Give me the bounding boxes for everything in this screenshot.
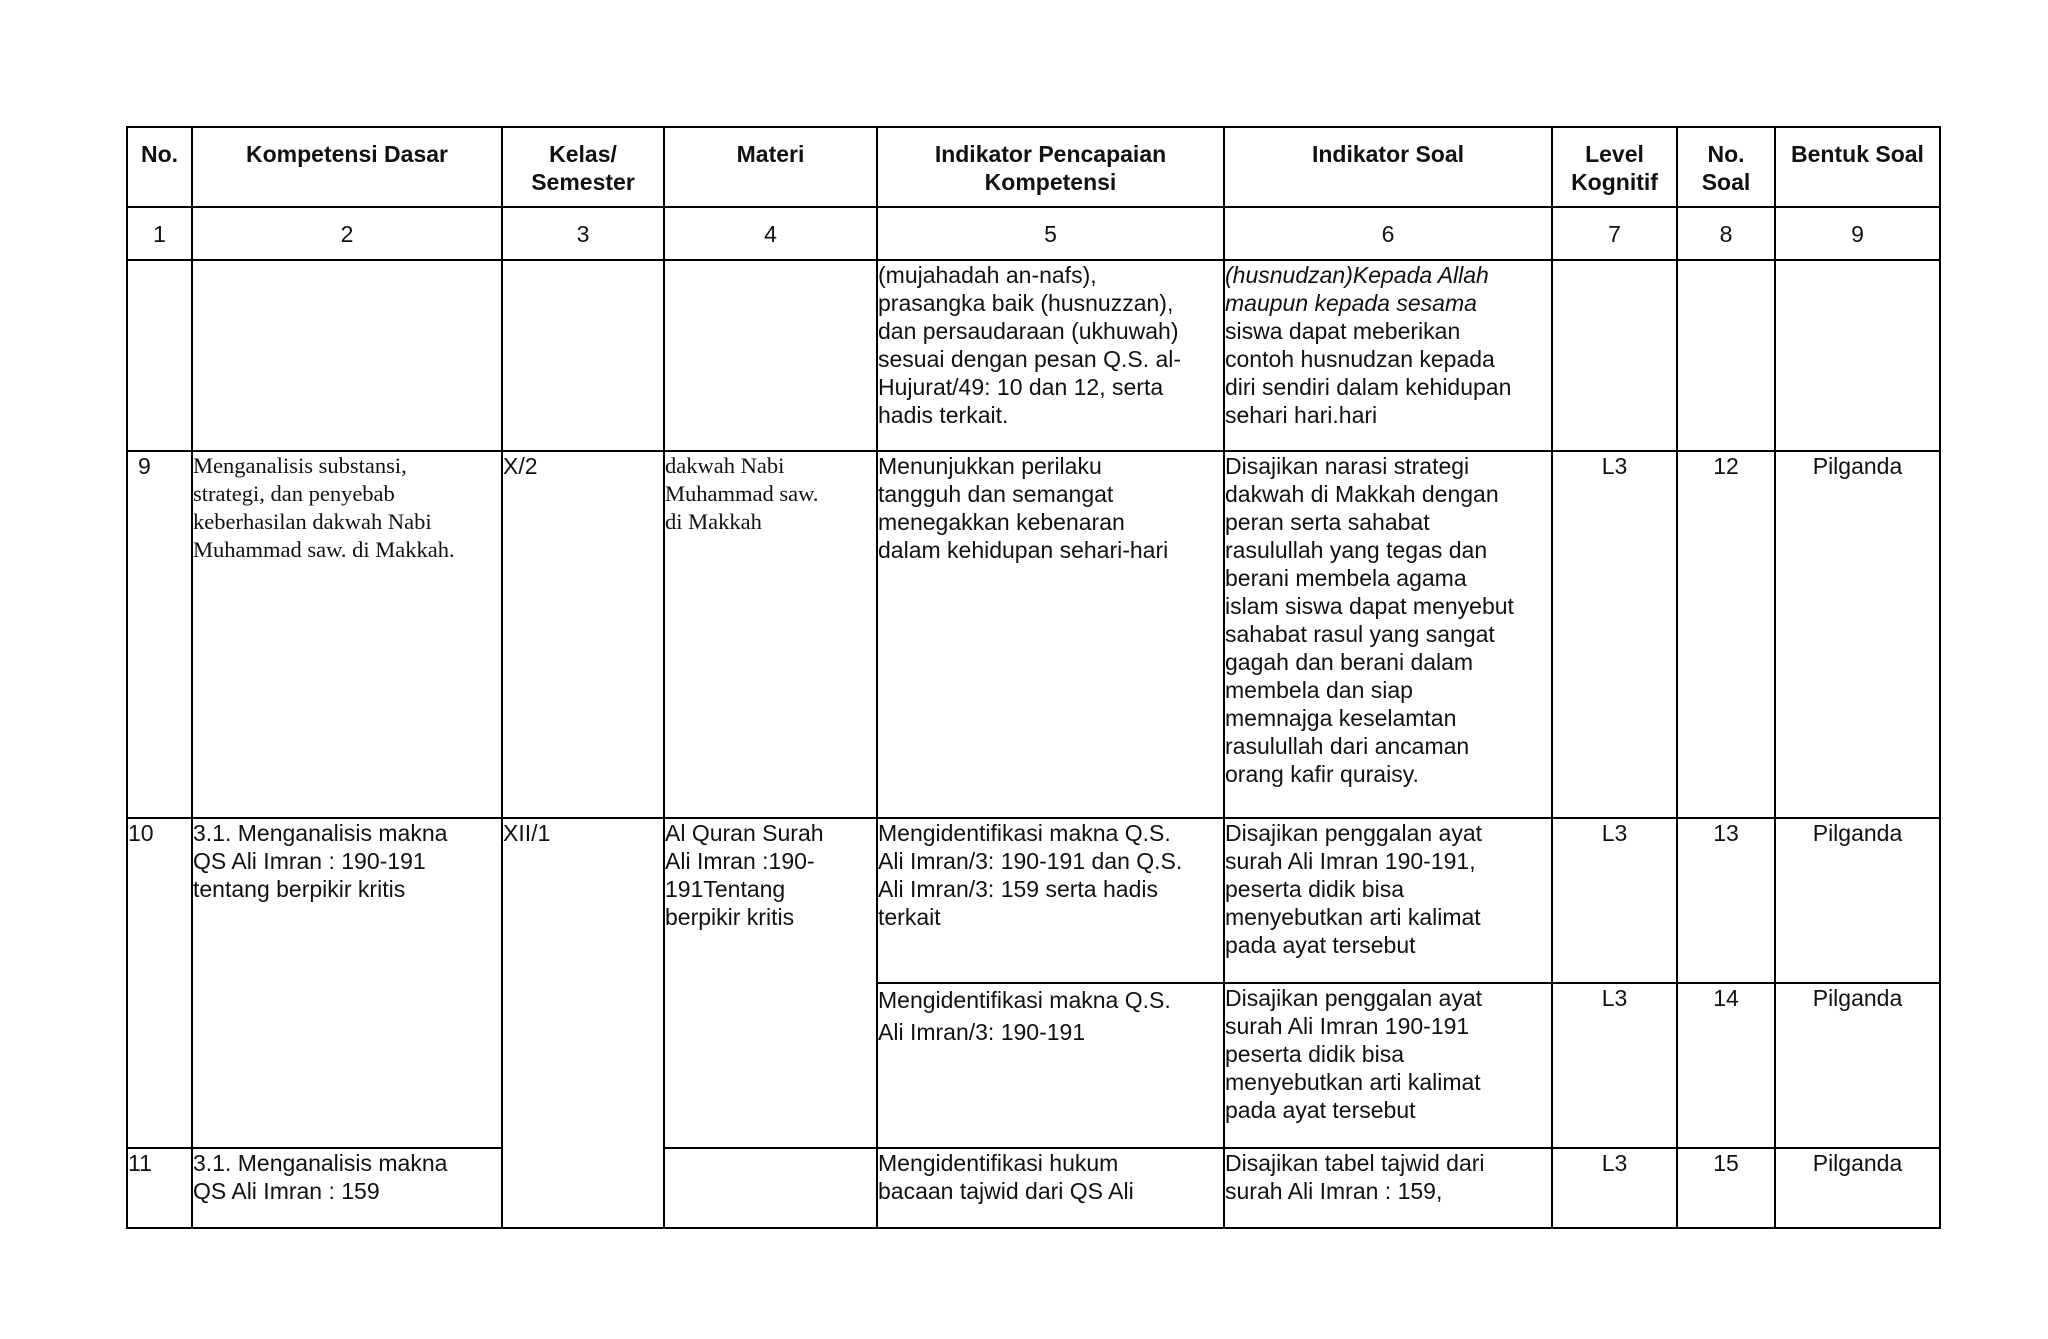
level-kognitif-cell: L3: [1552, 1148, 1677, 1228]
text-line: Kompetensi Dasar: [246, 141, 448, 167]
text-line: Menganalisis substansi,: [193, 453, 407, 478]
header-materi: [664, 127, 877, 207]
text-line: memnajga keselamtan: [1225, 705, 1457, 731]
text-line: Disajikan penggalan ayat: [1225, 985, 1483, 1011]
text-line: dan persaudaraan (ukhuwah): [878, 318, 1179, 344]
indikator-soal-cell: [1224, 260, 1552, 451]
text-line: Semester: [531, 169, 635, 195]
text-line: gagah dan berani dalam: [1225, 649, 1474, 675]
text-line: Hujurat/49: 10 dan 12, serta: [878, 374, 1164, 400]
header-no-soal: [1677, 127, 1775, 207]
text-line: Level: [1585, 141, 1644, 167]
header-no: [127, 127, 192, 207]
no-soal-cell: 12: [1677, 451, 1775, 818]
text-line: siswa dapat meberikan: [1225, 318, 1461, 344]
text-line: Muhammad saw.: [665, 481, 819, 506]
table-row-continued: [127, 260, 1940, 451]
header-kompetensi-dasar: [192, 127, 502, 207]
text-line: Indikator Pencapaian: [934, 141, 1167, 167]
no-soal-cell: 13: [1677, 818, 1775, 983]
text-line: No.: [140, 141, 179, 167]
text-line: 191Tentang: [665, 876, 786, 902]
column-number: 6: [1224, 207, 1552, 260]
kompetensi-dasar-cell: [192, 818, 502, 1148]
text-line: surah Ali Imran 190-191: [1225, 1013, 1470, 1039]
empty-cell: [1677, 260, 1775, 451]
text-line: Mengidentifikasi makna Q.S.: [878, 987, 1171, 1013]
indikator-soal-italic-text: [1225, 261, 1551, 317]
text-line: peserta didik bisa: [1225, 876, 1404, 902]
text-line: bacaan tajwid dari QS Ali: [878, 1178, 1134, 1204]
materi-cell: [664, 451, 877, 818]
text-line: Disajikan penggalan ayat: [1225, 820, 1483, 846]
bentuk-soal-cell: Pilganda: [1775, 1148, 1940, 1228]
indikator-soal-cell: [1224, 818, 1552, 983]
text-line: Indikator Soal: [1311, 141, 1465, 167]
column-number: 1: [127, 207, 192, 260]
text-line: sahabat rasul yang sangat: [1225, 621, 1495, 647]
text-line: Ali Imran :190-: [665, 848, 815, 874]
text-line: 3.1. Menganalisis makna: [193, 1150, 448, 1176]
text-line: Mengidentifikasi hukum: [878, 1150, 1119, 1176]
column-number: 7: [1552, 207, 1677, 260]
empty-cell: [664, 260, 877, 451]
text-line: sesuai dengan pesan Q.S. al-: [878, 346, 1182, 372]
header-row: [127, 127, 1940, 207]
materi-cell: [664, 818, 877, 1148]
text-line: keberhasilan dakwah Nabi: [193, 509, 432, 534]
empty-cell: [192, 260, 502, 451]
kompetensi-dasar-cell: [192, 1148, 502, 1228]
text-line: rasulullah yang tegas dan: [1225, 537, 1488, 563]
text-line: sehari hari.hari: [1225, 402, 1378, 428]
text-line: Disajikan tabel tajwid dari: [1225, 1150, 1485, 1176]
table-row-10: [127, 818, 1940, 983]
row-number: 10: [127, 818, 192, 1148]
text-line: tangguh dan semangat: [878, 481, 1114, 507]
column-number: 4: [664, 207, 877, 260]
text-line: maupun kepada sesama: [1225, 290, 1477, 316]
text-line: prasangka baik (husnuzzan),: [878, 290, 1174, 316]
table-row-9: [127, 451, 1940, 818]
text-line: berpikir kritis: [665, 904, 795, 930]
text-line: pada ayat tersebut: [1225, 1097, 1416, 1123]
materi-cell: [664, 1148, 877, 1228]
text-line: orang kafir quraisy.: [1225, 761, 1419, 787]
text-line: Kompetensi: [984, 169, 1117, 195]
text-line: membela dan siap: [1225, 677, 1413, 703]
text-line: contoh husnudzan kepada: [1225, 346, 1495, 372]
text-line: Disajikan narasi strategi: [1225, 453, 1470, 479]
kisi-kisi-table: [126, 126, 1941, 1229]
header-indikator-soal: [1224, 127, 1552, 207]
text-line: dakwah Nabi: [665, 453, 785, 478]
text-line: (mujahadah an-nafs),: [878, 262, 1097, 288]
column-number: 3: [502, 207, 664, 260]
text-line: dakwah di Makkah dengan: [1225, 481, 1499, 507]
text-line: menegakkan kebenaran: [878, 509, 1125, 535]
indikator-pencapaian-cell: [877, 260, 1224, 451]
text-line: menyebutkan arti kalimat: [1225, 904, 1481, 930]
header-kelas-semester: [502, 127, 664, 207]
text-line: peserta didik bisa: [1225, 1041, 1404, 1067]
text-line: peran serta sahabat: [1225, 509, 1430, 535]
text-line: di Makkah: [665, 509, 762, 534]
row-number: 9: [127, 451, 192, 818]
text-line: Kelas/: [549, 141, 617, 167]
bentuk-soal-cell: Pilganda: [1775, 818, 1940, 983]
column-number: 5: [877, 207, 1224, 260]
level-kognitif-cell: L3: [1552, 818, 1677, 983]
text-line: Ali Imran/3: 159 serta hadis: [878, 876, 1158, 902]
indikator-soal-cell: [1224, 1148, 1552, 1228]
text-line: berani membela agama: [1225, 565, 1467, 591]
text-line: surah Ali Imran 190-191,: [1225, 848, 1476, 874]
bentuk-soal-cell: Pilganda: [1775, 451, 1940, 818]
text-line: Kognitif: [1571, 169, 1658, 195]
column-number: 9: [1775, 207, 1940, 260]
text-line: menyebutkan arti kalimat: [1225, 1069, 1481, 1095]
indikator-pencapaian-cell: [877, 983, 1224, 1148]
column-number: 2: [192, 207, 502, 260]
text-line: diri sendiri dalam kehidupan: [1225, 374, 1512, 400]
table-row-11: [127, 1148, 1940, 1228]
level-kognitif-cell: L3: [1552, 983, 1677, 1148]
text-line: islam siswa dapat menyebut: [1225, 593, 1514, 619]
text-line: Ali Imran/3: 190-191 dan Q.S.: [878, 848, 1183, 874]
text-line: No.: [1707, 141, 1745, 167]
header-bentuk-soal: [1775, 127, 1940, 207]
text-line: strategi, dan penyebab: [193, 481, 395, 506]
text-line: QS Ali Imran : 190-191: [193, 848, 426, 874]
text-line: Bentuk Soal: [1791, 141, 1924, 167]
text-line: Soal: [1701, 169, 1751, 195]
text-line: Muhammad saw. di Makkah.: [193, 537, 455, 562]
kompetensi-dasar-cell: [192, 451, 502, 818]
text-line: terkait: [878, 904, 941, 930]
row-number: 11: [127, 1148, 192, 1228]
text-line: pada ayat tersebut: [1225, 932, 1416, 958]
text-line: 3.1. Menganalisis makna: [193, 820, 448, 846]
text-line: rasulullah dari ancaman: [1225, 733, 1470, 759]
text-line: QS Ali Imran : 159: [193, 1178, 380, 1204]
header-indikator-pencapaian: [877, 127, 1224, 207]
text-line: tentang berpikir kritis: [193, 876, 406, 902]
text-line: (husnudzan)Kepada Allah: [1225, 262, 1489, 288]
text-line: hadis terkait.: [878, 402, 1009, 428]
empty-cell: [502, 260, 664, 451]
text-line: Menunjukkan perilaku: [878, 453, 1102, 479]
column-number: 8: [1677, 207, 1775, 260]
empty-cell: [1775, 260, 1940, 451]
text-line: surah Ali Imran : 159,: [1225, 1178, 1443, 1204]
indikator-soal-cell: [1224, 451, 1552, 818]
text-line: Mengidentifikasi makna Q.S.: [878, 820, 1171, 846]
level-kognitif-cell: L3: [1552, 451, 1677, 818]
kelas-semester-cell: XII/1: [502, 818, 664, 1228]
header-level-kognitif: [1552, 127, 1677, 207]
kelas-semester-cell: X/2: [502, 451, 664, 818]
text-line: Ali Imran/3: 190-191: [878, 1019, 1086, 1045]
indikator-pencapaian-cell: [877, 1148, 1224, 1228]
no-soal-cell: 15: [1677, 1148, 1775, 1228]
indikator-soal-cell: [1224, 983, 1552, 1148]
empty-cell: [1552, 260, 1677, 451]
column-number-row: [127, 207, 1940, 260]
indikator-soal-text: [1225, 317, 1551, 429]
indikator-pencapaian-cell: [877, 451, 1224, 818]
text-line: Al Quran Surah: [665, 820, 824, 846]
indikator-pencapaian-cell: [877, 818, 1224, 983]
text-line: dalam kehidupan sehari-hari: [878, 537, 1169, 563]
text-line: Materi: [736, 141, 805, 167]
bentuk-soal-cell: Pilganda: [1775, 983, 1940, 1148]
empty-cell: [127, 260, 192, 451]
no-soal-cell: 14: [1677, 983, 1775, 1148]
